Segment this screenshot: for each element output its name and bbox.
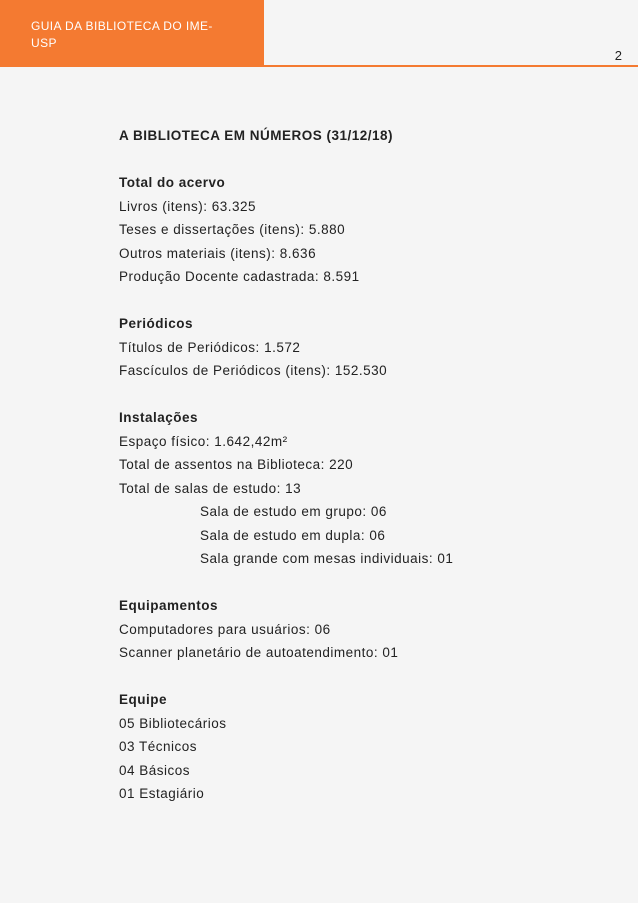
- stat-subline: Sala de estudo em grupo: 06: [200, 504, 387, 519]
- stat-subline: Sala grande com mesas individuais: 01: [200, 551, 454, 566]
- stat-line: Outros materiais (itens): 8.636: [119, 245, 317, 261]
- stat-line: Livros (itens): 63.325: [119, 198, 257, 214]
- stat-line: 03 Técnicos: [119, 739, 198, 754]
- section-heading: Periódicos: [119, 316, 194, 331]
- stat-line: Total de salas de estudo: 13: [119, 480, 302, 496]
- page-title: A BIBLIOTECA EM NÚMEROS (31/12/18): [119, 128, 394, 143]
- stat-line: Teses e dissertações (itens): 5.880: [119, 222, 346, 237]
- section-equipe: [119, 688, 619, 806]
- page-number: 2: [614, 48, 622, 63]
- stat-line: 05 Bibliotecários: [119, 715, 227, 731]
- stat-subline: Sala de estudo em dupla: 06: [200, 527, 386, 543]
- section-periodicos: [119, 312, 619, 383]
- section-total-acervo: [119, 171, 619, 289]
- document-body: [119, 124, 619, 806]
- stat-line: 04 Básicos: [119, 762, 191, 778]
- stat-line: Títulos de Periódicos: 1.572: [119, 339, 301, 355]
- stat-line: 01 Estagiário: [119, 786, 205, 801]
- section-heading: Total do acervo: [119, 175, 226, 190]
- section-heading: Equipe: [119, 692, 168, 707]
- stat-line: Total de assentos na Biblioteca: 220: [119, 457, 354, 472]
- section-instalacoes: [119, 406, 619, 571]
- stat-line: Fascículos de Periódicos (itens): 152.530: [119, 363, 388, 378]
- header-banner: [0, 0, 264, 67]
- stat-line: Espaço físico: 1.642,42m²: [119, 433, 288, 449]
- header-title: GUIA DA BIBLIOTECA DO IME-USP: [31, 19, 213, 50]
- section-heading: Equipamentos: [119, 598, 219, 613]
- stat-line: Produção Docente cadastrada: 8.591: [119, 269, 360, 284]
- stat-line: Scanner planetário de autoatendimento: 01: [119, 645, 399, 660]
- stat-line: Computadores para usuários: 06: [119, 621, 331, 637]
- section-heading: Instalações: [119, 410, 199, 425]
- section-equipamentos: [119, 594, 619, 665]
- header-divider: [264, 65, 638, 67]
